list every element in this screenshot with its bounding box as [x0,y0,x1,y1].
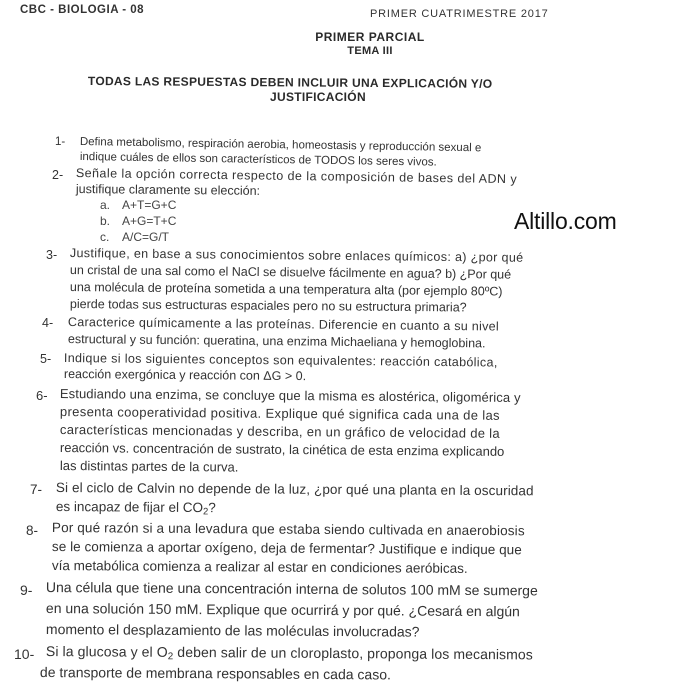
question-text: ? [208,500,216,516]
question-line: vía metabólica comienza a realizar al estar en condiciones aeróbicas. [51,558,468,576]
question-3 [46,248,57,262]
question-line: de transporte de membrana responsables en cada caso. [39,664,391,683]
question-line: justifique claramente su elección: [75,182,261,198]
question-line: reacción vs. concentración de sustrato, la cinética de esta enzima explicando [59,440,505,459]
subscript: 2 [202,506,209,518]
option-text: A+G=T+C [122,214,177,228]
course-label: CBC - BIOLOGIA - 08 [20,4,145,16]
question-line: indique cuáles de ellos son característicos de TODOS los seres vivos. [79,151,437,169]
question-text: es incapaz de fijar el CO [55,499,204,516]
question-9 [20,582,32,598]
exam-topic: TEMA III [347,45,393,57]
question-line: un cristal de una sal como el NaCl se disuelve fácilmente en agua? b) ¿Por qué [69,263,512,282]
question-line: una molécula de proteína sometida a una temperatura alta (por ejemplo 80ºC) [69,280,503,299]
question-line-with-formula [56,499,216,517]
question-line: se le comienza a aportar oxígeno, deja de fermentar? Justifique e indique que [51,539,522,558]
question-1 [55,136,65,148]
question-line: Indique si los siguientes conceptos son equivalentes: reacción catabólica, [63,351,498,370]
question-4 [42,316,53,330]
option-text: A/C=G/T [122,230,170,244]
question-8 [26,523,38,538]
question-number: 9- [20,582,33,598]
option-letter: c. [100,230,110,244]
watermark: Altillo.com [514,208,617,234]
question-number: 10- [14,646,35,662]
question-line: Estudiando una enzima, se concluye que la misma es alostérica, oligomérica y [59,386,521,406]
option-a [100,198,176,212]
option-letter: a. [100,198,111,212]
question-6 [36,388,48,403]
question-line: Defina metabolismo, respiración aerobia, homeostasis y reproducción sexual e [79,136,482,155]
question-line: momento el desplazamiento de las moléculas involucradas? [45,621,420,640]
question-10 [14,646,34,662]
question-2 [52,168,63,182]
subscript: 2 [167,651,174,663]
question-text: Si la glucosa y el O [45,643,168,660]
question-7 [30,482,42,497]
question-line: pierde todas sus estructuras espaciales pero no su estructura primaria? [69,297,467,315]
question-number: 8- [26,523,39,538]
instructions-line-1: TODAS LAS RESPUESTAS DEBEN INCLUIR UNA EXPLICACIÓN Y/O [87,74,493,91]
option-text: A+T=G+C [122,198,177,212]
option-c [100,230,169,244]
question-number: 4- [42,316,54,330]
question-number: 7- [30,482,43,497]
question-line: Una célula que tiene una concentración interna de solutos 100 mM se sumerge [45,579,538,599]
question-line: Por qué razón si a una levadura que estaba siendo cultivada en anaerobiosis [51,520,525,539]
question-line: presenta cooperatividad positiva. Explique qué significa cada una de las [59,404,501,423]
question-line: Si el ciclo de Calvin no depende de la luz, ¿por qué una planta en la oscuridad [55,480,534,499]
term-label: PRIMER CUATRIMESTRE 2017 [370,8,549,20]
question-number: 2- [52,168,64,182]
question-number: 3- [46,248,58,262]
instructions-line-2: JUSTIFICACIÓN [270,90,366,104]
question-5 [40,352,51,366]
question-line: en una solución 150 mM. Explique que ocurrirá y por qué. ¿Cesará en algún [45,600,520,620]
question-line: estructural y su función: queratina, una enzima Michaeliana y hemoglobina. [67,332,486,351]
option-letter: b. [100,214,111,228]
exam-title: PRIMER PARCIAL [315,30,425,44]
question-line: las distintas partes de la curva. [59,458,239,475]
question-line: Señale la opción correcta respecto de la composición de bases del ADN y [75,166,518,187]
option-b [100,214,176,228]
question-line: Justifique, en base a sus conocimientos sobre enlaces químicos: a) ¿por qué [69,246,524,265]
question-text: deben salir de un cloroplasto, proponga los mecanismos [173,643,534,663]
question-number: 1- [55,136,66,148]
question-line: reacción exergónica y reacción con ΔG > 0. [63,367,307,384]
question-line-with-formula [46,643,533,665]
question-number: 6- [36,388,48,403]
question-line: Caracterice químicamente a las proteínas. Diferencie en cuanto a su nivel [67,315,500,334]
question-number: 5- [40,352,52,366]
question-line: características mencionadas y describa, en un gráfico de velocidad de la [59,422,500,441]
